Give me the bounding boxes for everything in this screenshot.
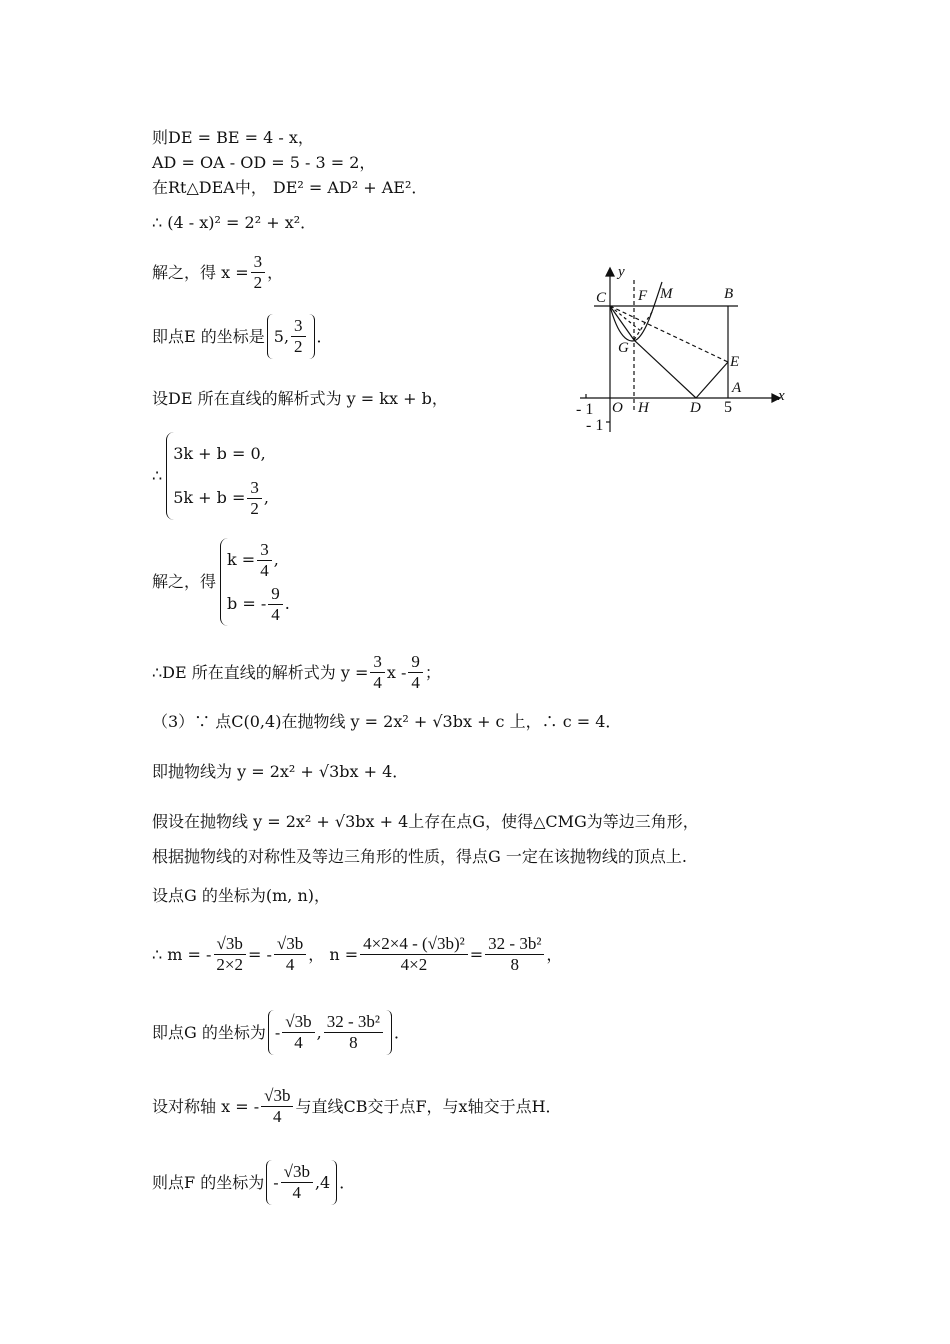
label-neg1-x: - 1 bbox=[576, 401, 594, 418]
label-neg1-y: - 1 bbox=[586, 417, 604, 434]
text-line-5: 解之，得 x = $\frac{3}{2}$ ， bbox=[152, 252, 284, 292]
label-D: D bbox=[690, 400, 701, 416]
text-line-12: 根据抛物线的对称性及等边三角形的性质，得点G 一定在该抛物线的顶点上. bbox=[152, 847, 687, 866]
coordinate-paren: 5, $\frac{3}{2}$ bbox=[267, 314, 315, 359]
parabola bbox=[610, 282, 662, 341]
label-B: B bbox=[724, 286, 734, 302]
label-F: F bbox=[638, 288, 648, 304]
text-line-8: ∴DE 所在直线的解析式为 y = $\frac{3}{4}$ x - $\frac{9}{4}$ ； bbox=[152, 652, 441, 692]
line-M-to-G-dashed bbox=[634, 312, 652, 340]
text-line-17: 则点F 的坐标为 - $\frac{√3b}{4}$ ,4 ． bbox=[152, 1160, 355, 1205]
equation-system-2: 解之，得 k = $\frac{3}{4}$ , b = - $\frac{9}{4}$ . bbox=[152, 538, 290, 626]
label-A: A bbox=[732, 380, 742, 396]
label-O: O bbox=[612, 400, 623, 416]
text-line-11: 假设在抛物线 y = 2x² + √3bx + 4上存在点G，使得△CMG为等边三角形， bbox=[152, 812, 699, 831]
fraction: $\frac{3}{2}$ bbox=[251, 252, 266, 293]
text-line-15: 即点G 的坐标为 - $\frac{√3b}{4}$ , $\frac{\text{32 - 3b²}}{8}$ ． bbox=[152, 1010, 410, 1055]
label-G: G bbox=[618, 340, 629, 356]
text-line-1: 则DE = BE = 4 - x， bbox=[152, 128, 314, 147]
text-line-7: 设DE 所在直线的解析式为 y = kx + b， bbox=[152, 389, 448, 408]
text-line-4: ∴ (4 - x)² = 2² + x²． bbox=[152, 213, 317, 232]
label-E: E bbox=[730, 354, 740, 370]
label-x: x bbox=[778, 388, 785, 404]
equation-system-1: ∴ 3k + b = 0, 5k + b = $\frac{3}{2}$ , bbox=[152, 432, 269, 520]
label-H: H bbox=[638, 400, 649, 416]
line-GD bbox=[634, 340, 696, 398]
text-line-9: （3）∵ 点C(0,4)在抛物线 y = 2x² + √3bx + c 上，∴ c = 4． bbox=[152, 712, 622, 731]
text-line-10: 即抛物线为 y = 2x² + √3bx + 4． bbox=[152, 762, 409, 781]
label-M: M bbox=[660, 286, 673, 302]
line-DE bbox=[696, 362, 728, 398]
text-line-3: 在Rt△DEA中， DE² = AD² + AE²． bbox=[152, 178, 428, 197]
geometry-figure bbox=[572, 262, 798, 438]
label-C: C bbox=[596, 290, 607, 306]
text-line-16: 设对称轴 x = - $\frac{√3b}{4}$ 与直线CB交于点F，与x轴交于点H． bbox=[152, 1086, 562, 1126]
text-line-6: 即点E 的坐标是 5, $\frac{3}{2}$ ． bbox=[152, 314, 333, 359]
text-line-14: ∴ m = - $\frac{√3b}{2\times 2}$ = - $\frac{√3b}{4}$ ， n = $\frac{\text{4×2×4 - (√3b)²}}{4\times 2}$ = $\frac{\text{32 - 3b²}}{8}$ ， bbox=[152, 934, 563, 974]
y-axis-arrow bbox=[606, 268, 614, 276]
text-line-13: 设点G 的坐标为(m, n)， bbox=[152, 886, 331, 905]
label-y: y bbox=[618, 264, 625, 280]
label-5: 5 bbox=[724, 399, 732, 416]
text-line-2: AD = OA - OD = 5 - 3 = 2， bbox=[152, 153, 376, 172]
